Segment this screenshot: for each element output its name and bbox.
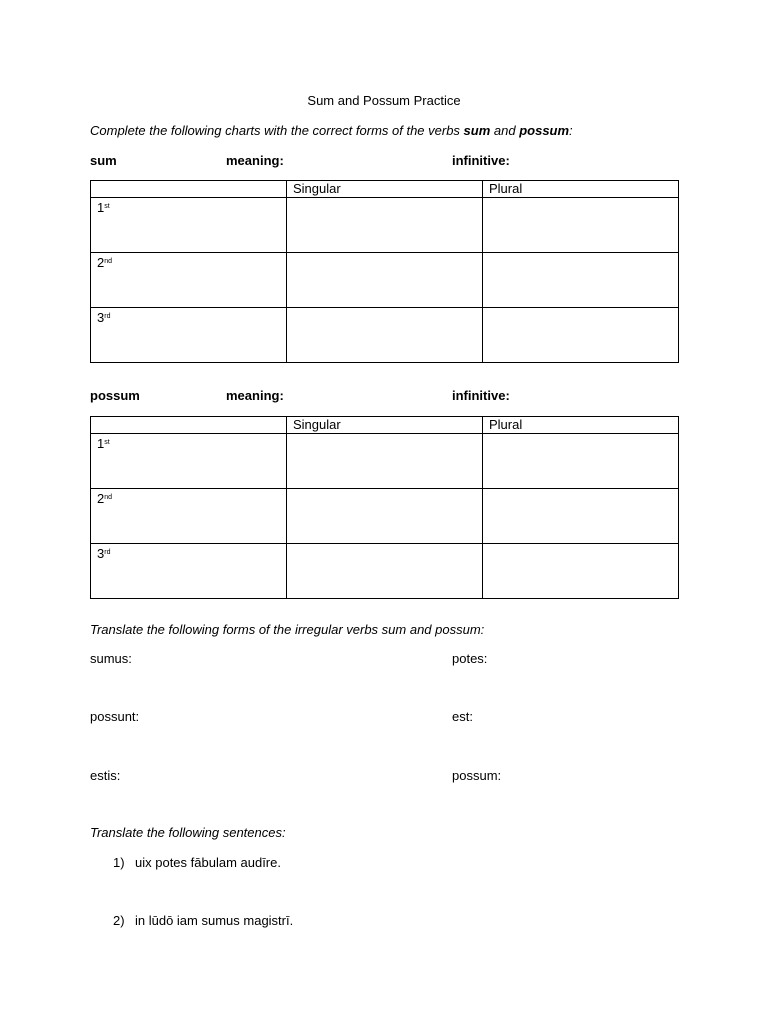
sum-chart: [90, 180, 679, 363]
person-number: 3: [97, 310, 105, 325]
table-row: [91, 253, 679, 308]
plural-cell[interactable]: [483, 308, 679, 363]
singular-cell[interactable]: [287, 544, 483, 599]
person-label: [91, 434, 287, 489]
person-suffix: nd: [104, 258, 113, 265]
singular-cell[interactable]: [287, 489, 483, 544]
translate-sentences-heading: Translate the following sentences:: [90, 825, 286, 840]
person-suffix: rd: [104, 549, 111, 556]
chart2-meaning-label: meaning:: [226, 388, 284, 403]
form-item: estis:: [90, 768, 121, 783]
header-singular: Singular: [287, 181, 483, 198]
table-row: [91, 434, 679, 489]
person-label: [91, 308, 287, 363]
instructions-colon: :: [569, 123, 573, 138]
chart1-infinitive-label: infinitive:: [452, 153, 510, 168]
sentence-number: 1): [113, 855, 125, 870]
instructions-and: and: [490, 123, 520, 138]
chart1-meaning-label: meaning:: [226, 153, 284, 168]
list-item: [113, 855, 281, 870]
person-number: 2: [97, 491, 105, 506]
person-suffix: nd: [104, 494, 113, 501]
verb-sum: sum: [463, 123, 491, 138]
person-label: [91, 489, 287, 544]
person-number: 2: [97, 255, 105, 270]
singular-cell[interactable]: [287, 434, 483, 489]
person-label: [91, 253, 287, 308]
table-row: [91, 308, 679, 363]
person-label: [91, 544, 287, 599]
chart1-verb: sum: [90, 153, 117, 168]
instructions-text: Complete the following charts with the correct forms of the verbs: [90, 123, 464, 138]
singular-cell[interactable]: [287, 253, 483, 308]
form-item: est:: [452, 709, 473, 724]
sentence-number: 2): [113, 913, 125, 928]
plural-cell[interactable]: [483, 198, 679, 253]
translate-forms-heading: Translate the following forms of the irregular verbs sum and possum:: [90, 622, 485, 637]
plural-cell[interactable]: [483, 489, 679, 544]
chart-instructions: [90, 123, 573, 138]
sentence-text: uix potes fābulam audīre.: [135, 855, 281, 870]
chart-header-row: [91, 181, 679, 198]
person-label: [91, 198, 287, 253]
table-row: [91, 544, 679, 599]
plural-cell[interactable]: [483, 253, 679, 308]
form-item: potes:: [452, 651, 488, 666]
chart2-verb: possum: [90, 388, 140, 403]
form-item: sumus:: [90, 651, 132, 666]
person-number: 1: [97, 436, 105, 451]
plural-cell[interactable]: [483, 434, 679, 489]
header-singular: Singular: [287, 417, 483, 434]
person-suffix: st: [104, 439, 110, 446]
verb-possum: possum: [519, 123, 570, 138]
plural-cell[interactable]: [483, 544, 679, 599]
table-row: [91, 198, 679, 253]
list-item: [113, 913, 293, 928]
table-row: [91, 489, 679, 544]
form-item: possunt:: [90, 709, 140, 724]
sentence-text: in lūdō iam sumus magistrī.: [135, 913, 294, 928]
header-blank: [91, 417, 287, 434]
singular-cell[interactable]: [287, 308, 483, 363]
person-number: 1: [97, 200, 105, 215]
singular-cell[interactable]: [287, 198, 483, 253]
chart-header-row: [91, 417, 679, 434]
form-item: possum:: [452, 768, 502, 783]
possum-chart: [90, 416, 679, 599]
chart2-infinitive-label: infinitive:: [452, 388, 510, 403]
person-suffix: rd: [104, 313, 111, 320]
page-title: Sum and Possum Practice: [307, 93, 461, 108]
person-number: 3: [97, 546, 105, 561]
header-blank: [91, 181, 287, 198]
header-plural: Plural: [483, 417, 679, 434]
header-plural: Plural: [483, 181, 679, 198]
person-suffix: st: [104, 203, 110, 210]
